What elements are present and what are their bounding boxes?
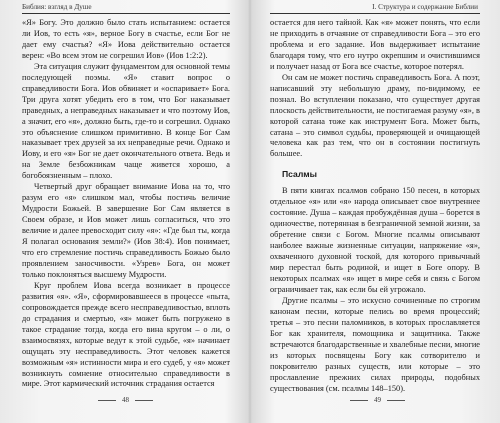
paragraph: Он сам не может постичь справедливость Бога. А поэт, написавший эту небольшую драму, по-видимому, ее познал. Во вступлении показано, что существует другая плоскость действительности, не постигаемая разуму «я», в которой сатана тоже как инструмент Бога. Может быть, сатана – это символ судьбы, проверяющей и очищающей человека как раз тем, что он в состоянии постигнуть большее. bbox=[270, 72, 480, 159]
right-page-body bbox=[270, 18, 480, 394]
folio-dash bbox=[350, 400, 368, 401]
page-number-right bbox=[350, 396, 405, 404]
running-head-left: Библия: взгляд в Душе bbox=[22, 3, 92, 11]
paragraph: Четвертый друг обращает внимание Иова на то, что разум его «я» слишком мал, чтобы постичь величие Мудрости Божьей. В завершение Бог Сам является в Своем образе, и Иов может лишь согласиться, что это величие и далее превосходит силу «я»: «Где был ты, когда Я полагал основания земли?» (Иов 38:4). Иов понимает, что его стремление постичь справедливость Божью было проявлением заносчивости. «Узрев» Бога, он может только поклоняться высшему Мудрости. bbox=[22, 182, 230, 279]
paragraph: В пяти книгах псалмов собрано 150 песен, в которых отдельное «я» или «я» народа описывает свое внутреннее состояние. Душа – каждая пробуждённая душа – борется в одиночестве, потерянная в безграничной земной жизни, за обретение связи с Богом. Многие псалмы описывают наиболее важные жизненные ситуации, напряжение «я», охваченного духовной тоской, для которого привычный мир перестал быть родиной, и ищет в Боге опору. В некоторых псалмах «я» ищет в мире себя и связь с Богом ограничивает так, как если бы ей угрожало. bbox=[270, 186, 480, 294]
paragraph: «Я» Богу. Это должно было стать испытанием: остается ли Иов, то есть «я», верное Богу в счастье, если Бог не дает ему счастья? «Я» Иова действительно остается верен: «Во всем этом не согрешил Иов» (Иов 1:2:2). bbox=[22, 18, 230, 60]
header-rule-right bbox=[270, 13, 480, 14]
left-page-body bbox=[22, 18, 230, 390]
paragraph: остается для него тайной. Как «я» может понять, что если не приходить в отчаяние от справедливости Бога – это его проблема и его задание. Иов выдерживает испытание благодаря тому, что его нутро окрепшим и очистившимся и получает назад от Бога все счастье, которое потерял. bbox=[270, 18, 480, 71]
folio-dash bbox=[98, 400, 116, 401]
section-heading: Псалмы bbox=[282, 169, 317, 180]
right-page bbox=[250, 0, 500, 423]
header-rule-left bbox=[22, 13, 230, 14]
folio-dash bbox=[387, 400, 405, 401]
page-number-text: 48 bbox=[122, 396, 129, 404]
paragraph: Эта ситуация служит фундаментом для основной темы последующей поэмы. «Я» ставит вопрос о справедливости Бога. Иов обвиняет и «оспаривает» Бога. Три друга хотят убедить его в том, что Бог наказывает праведных, а неправедных наказывает и что поэтому Иов, а значит, его «я», должно быть, где-то и согрешил. Однако это объяснение слишком примитивно. В конце Бог Сам наказывает трех друзей за их неправедные речи. Однако и Иову, и его «я» Бог не дает окончательного ответа. Ведь и на Земле безбожникам чаще живется хорошо, а богобоязненным – плохо. bbox=[22, 61, 230, 181]
running-head-right: I. Структура и содержание Библии bbox=[372, 3, 478, 11]
folio-dash bbox=[135, 400, 153, 401]
page-number-text: 49 bbox=[374, 396, 381, 404]
page-number-left bbox=[98, 396, 153, 404]
paragraph: Другие псалмы – это искусно сочиненные по строгим канонам песни, которые пелись во время процессий; третья – это песни паломников, в которых прославляется Бог как хранителя, помощника и защитника. Также встречаются благодарственные и хвалебные песни, многие из которых посвящены Богу как сотворителю и покровителю разных существ, или которые – это прославление прежних силах природы, подобных существования (см. псалмы 148–150). bbox=[270, 295, 480, 393]
paragraph: Круг проблем Иова всегда возникает в процессе развития «я». «Я», сформировавшееся в процессе «пыта, сопровождается прежде всего несправедливостью, вплоть до страдания и смертью, «я» может быть погружено в такое страдание тогда, когда его вина кругом – о ли, о взаимосвязях, которые ведут к этой судьбе, «я» начинает ощущать эту несправедливость. Этот человек кажется возможным «я» истинности мира и его судеб, у «я» может возникнуть сомнение относительно справедливости в мире. Этот кармический источник страдания остается bbox=[22, 280, 230, 389]
